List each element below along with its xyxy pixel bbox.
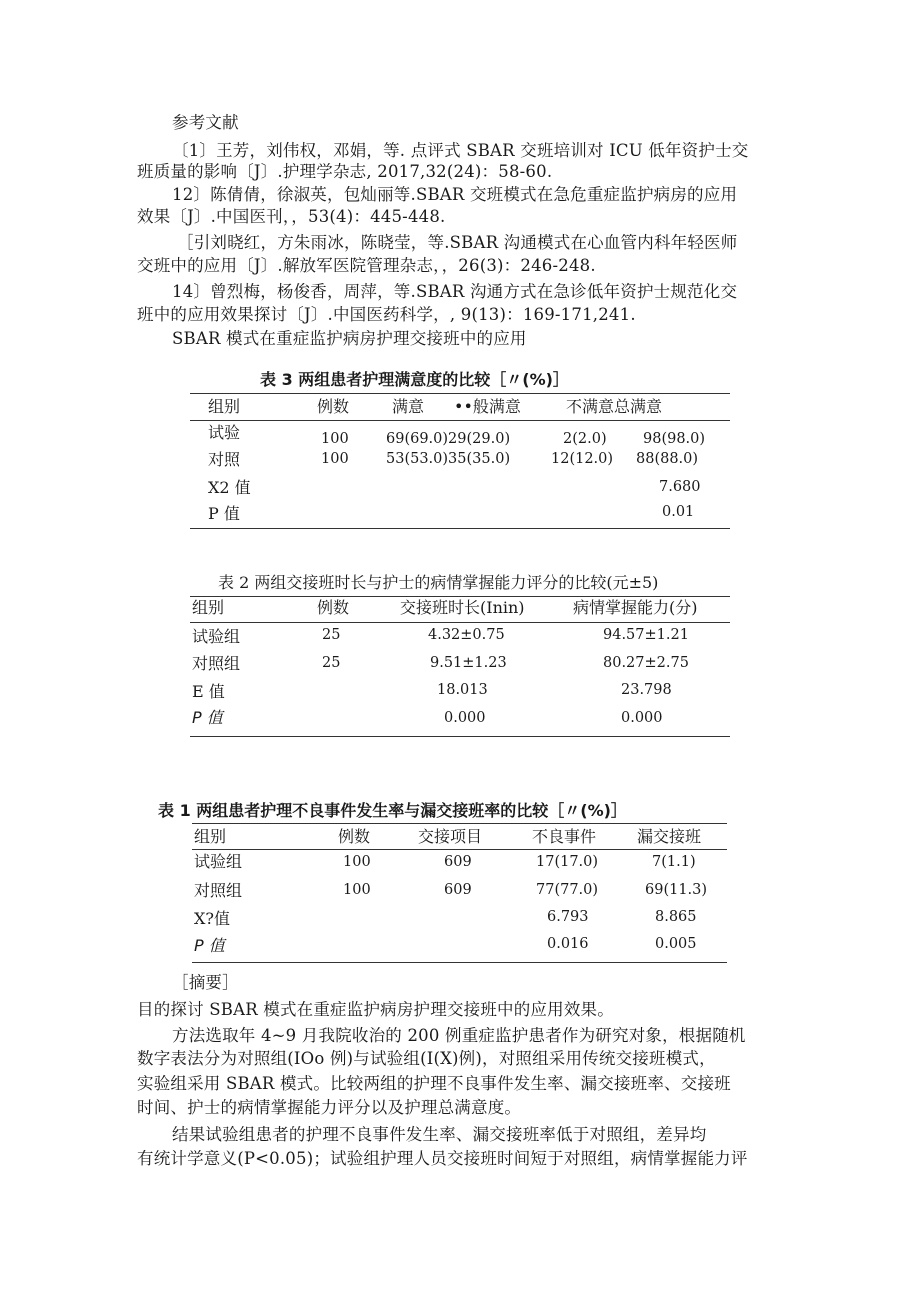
table3-top-rule [190,393,730,394]
table2-header: 交接班时长(Inin) [400,598,525,617]
table2-header: 组别 [192,598,225,617]
table1-row-label: 试验组 [194,852,243,871]
table2-header-rule [190,622,730,623]
table2-stat-value: 18.013 [437,682,488,698]
table1-header: 不良事件 [532,827,597,846]
abstract-line: 目的探讨 SBAR 模式在重症监护病房护理交接班中的应用效果。 [137,1000,614,1019]
section-subtitle: SBAR 模式在重症监护病房护理交接班中的应用 [172,329,527,348]
table3-p-label: P 值 [208,504,240,523]
table2-p-value: 0.000 [444,710,486,726]
reference-line: 班中的应用效果探讨〔J〕.中国医药科学，, 9(13)：169-171,241. [137,305,636,324]
table2-cell: 94.57±1.21 [603,627,689,643]
abstract-line: 数字表法分为对照组(IOo 例)与试验组(I(X)例)，对照组采用传统交接班模式， [137,1049,716,1068]
abstract-line: 结果试验组患者的护理不良事件发生率、漏交接班率低于对照组，差异均 [172,1125,707,1144]
reference-line: 效果〔J〕.中国医刊，，53(4)：445-448. [137,207,446,226]
abstract-heading: ［摘要］ [172,973,239,992]
table1-cell: 69(11.3) [645,882,708,898]
table3-header: 组别 [208,397,241,416]
table3-cell: 2(2.0) [563,431,607,447]
table3-chi-value: 7.680 [659,479,701,495]
table1-cell: 7(1.1) [652,854,696,870]
table1-p-value: 0.005 [655,936,697,952]
table3-chi-label: X2 值 [208,478,251,497]
table3-title: 表 3 两组患者护理满意度的比较［〃(%)］ [260,370,569,389]
table1-chi-value: 8.865 [655,909,697,925]
abstract-line: 方法选取年 4~9 月我院收治的 200 例重症监护患者作为研究对象，根据随机 [172,1026,746,1045]
table2-header: 例数 [317,598,350,617]
reference-line: ［引刘晓红，方朱雨冰，陈晓莹，等.SBAR 沟通模式在心血管内科年轻医师 [177,233,738,252]
table1-chi-label: X?值 [194,909,230,928]
table1-header-rule [192,849,727,850]
table1-cell: 609 [444,854,472,870]
table1-cell: 77(77.0) [536,882,599,898]
abstract-line: 实验组采用 SBAR 模式。比较两组的护理不良事件发生率、漏交接班率、交接班 [137,1074,731,1093]
table2-stat-value: 23.798 [621,682,672,698]
table3-header: 例数 [317,397,350,416]
table2-cell: 25 [322,655,341,671]
table3-cell: 69(69.0)29(29.0) [386,431,511,447]
table2-row-label: 试验组 [192,627,241,646]
table1-cell: 609 [444,882,472,898]
table2-cell: 25 [322,627,341,643]
table3-row-label: 试验 [208,423,241,442]
table1-p-value: 0.016 [547,936,589,952]
abstract-line: 有统计学意义(P<0.05)；试验组护理人员交接班时间短于对照组，病情掌握能力评 [137,1149,748,1168]
table3-cell: 88(88.0) [636,451,699,467]
table2-title: 表 2 两组交接班时长与护士的病情掌握能力评分的比较(元±5) [218,573,659,592]
table3-header-rule [190,420,730,421]
table2-header: 病情掌握能力(分) [573,598,698,617]
table3-header: ••般满意 [454,397,521,416]
table2-p-label: P 值 [192,708,223,727]
table3-cell: 100 [321,431,349,447]
table3-cell: 12(12.0) [551,451,614,467]
table1-header: 例数 [338,827,371,846]
table1-header: 组别 [194,827,227,846]
abstract-line: 时间、护士的病情掌握能力评分以及护理总满意度。 [137,1098,522,1117]
table2-top-rule [190,596,730,597]
table3-cell: 53(53.0)35(35.0) [386,451,511,467]
table1-top-rule [192,823,727,824]
table1-header: 漏交接班 [637,827,702,846]
table2-bottom-rule [190,736,730,737]
table2-row-label: 对照组 [192,654,241,673]
reference-line: 14〕曾烈梅，杨俊香，周萍，等.SBAR 沟通方式在急诊低年资护士规范化交 [172,282,738,301]
table1-bottom-rule [192,962,727,963]
table2-p-value: 0.000 [621,710,663,726]
reference-line: 12〕陈倩倩，徐淑英，包灿丽等.SBAR 交班模式在急危重症监护病房的应用 [172,185,738,204]
table1-row-label: 对照组 [194,881,243,900]
table2-cell: 9.51±1.23 [430,655,507,671]
table3-cell: 98(98.0) [643,431,706,447]
table3-p-value: 0.01 [662,504,695,520]
table1-header: 交接项目 [418,827,483,846]
reference-line: 交班中的应用〔J〕.解放军医院管理杂志，，26(3)：246-248. [137,256,596,275]
table3-header: 满意 [392,397,425,416]
table3-bottom-rule [190,528,730,529]
reference-line: 〔1〕王芳，刘伟权，邓娟，等. 点评式 SBAR 交班培训对 ICU 低年资护士交 [172,141,749,160]
table1-p-label: P 值 [194,936,225,955]
table1-cell: 100 [343,854,371,870]
table3-row-label: 对照 [208,450,241,469]
reference-line: 班质量的影响〔J〕.护理学杂志, 2017,32(24)：58-60. [137,162,553,181]
table2-cell: 80.27±2.75 [603,655,689,671]
table2-stat-label: E 值 [192,682,225,701]
references-heading: 参考文献 [172,113,239,132]
table2-cell: 4.32±0.75 [428,627,505,643]
table3-header: 不满意总满意 [566,397,663,416]
table1-title: 表 1 两组患者护理不良事件发生率与漏交接班率的比较［〃(%)］ [158,801,627,820]
table3-cell: 100 [321,451,349,467]
table1-cell: 100 [343,882,371,898]
table1-cell: 17(17.0) [536,854,599,870]
table1-chi-value: 6.793 [547,909,589,925]
